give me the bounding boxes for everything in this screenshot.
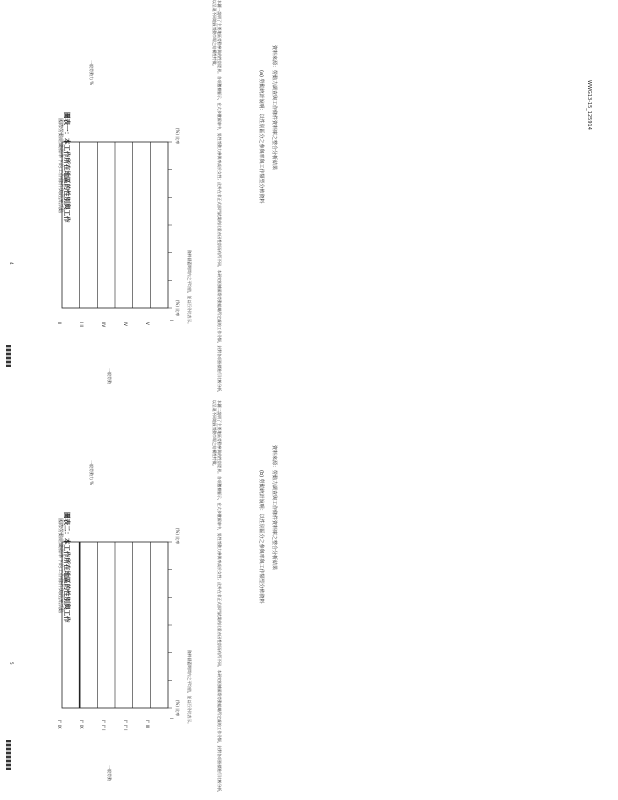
bar-chart: [60, 540, 170, 710]
x-axis-label-bottom: (%) 比率: [175, 700, 180, 717]
margin-mark-top: [6, 345, 11, 367]
body-note: 資料涵蓋期間內之平均值，並以百分比表示。: [187, 650, 192, 726]
category-label: IV: [123, 322, 128, 326]
margin-mark-bottom: [6, 740, 11, 770]
corner-label: 一般勞動力 %: [89, 460, 94, 486]
x-axis-label-right: (%) 比率: [175, 128, 180, 145]
page-marker-top: 4: [9, 262, 14, 265]
axis-origin-label: I: [169, 320, 174, 322]
panel-subheading: 國際勞動組織標準下的工作條件與經濟活動: [57, 518, 63, 614]
panel-subheading: 國際勞動組織標準下的工作條件與經濟活動: [57, 118, 63, 214]
category-label: I'' I'' I: [123, 720, 128, 731]
x-axis-label-bottom: (%) 比率: [175, 300, 180, 317]
body-note: 資料涵蓋期間內之平均值，並以百分比表示。: [187, 250, 192, 326]
figure-caption: (a) 勞動統計說明：以性別區分之參與率與工作類型分佈資料: [258, 70, 264, 204]
category-label: I'' III: [145, 720, 150, 729]
axis-origin-label: I: [169, 718, 174, 720]
y-axis-label: 一般勞動: [107, 765, 112, 781]
category-label: I'' IX: [57, 720, 62, 729]
panel-heading: 圖表二：本工作所在地區的性別與工作: [63, 512, 71, 623]
figure-caption: (b) 勞動統計說明：以性別區分之參與率與工作類型分佈資料: [258, 470, 264, 604]
category-label: II: [57, 322, 62, 325]
category-label: V: [145, 322, 150, 325]
category-label: IIV: [101, 322, 106, 328]
category-label: I'' I'' I: [101, 720, 106, 731]
category-label: I II: [79, 322, 84, 327]
document-id: WWG13-15_125914: [586, 80, 592, 130]
corner-label: 一般勞動力 %: [89, 60, 94, 86]
y-axis-label: 一般勞動: [107, 368, 112, 384]
body-paragraph: 本圖一說明了主要地區勞動參與的性別差異。各項數據顯示，在大多數國家中，男性勞動力參與率高於女性；此外在非正式部門就業的比重亦因性別而有所不同。本研究根據國際勞動組織所定義的工作分類，針對各項指標進行比較分析，以呈現不同地區勞動市場之結構性特徵。: [211, 0, 222, 395]
category-label: I'' IX: [79, 720, 84, 729]
body-paragraph: 本圖二說明了主要地區勞動參與的性別差異。各項數據顯示，在大多數國家中，男性勞動力參與率高於女性；此外在非正式部門就業的比重亦因性別而有所不同。本研究根據國際勞動組織所定義的工作分類，針對各項指標進行比較分析，以呈現不同地區勞動市場之結構性特徵。: [211, 400, 222, 795]
panel-heading: 圖表一：本工作所在地區的性別與工作: [63, 112, 71, 223]
figure-source: 資料來源：勞動力調查與工作條件資料庫之整合分析結果: [271, 445, 277, 571]
page-marker-bottom: 5: [9, 662, 14, 665]
x-axis-label-right: (%) 比率: [175, 528, 180, 545]
bar-chart: [60, 140, 170, 310]
figure-source: 資料來源：勞動力調查與工作條件資料庫之整合分析結果: [271, 45, 277, 171]
